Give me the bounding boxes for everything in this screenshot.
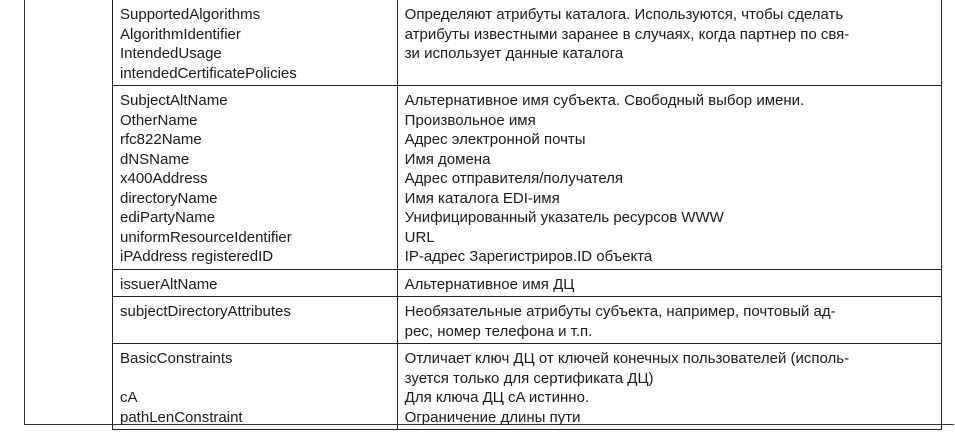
description-line: Определяют атрибуты каталога. Используются, чтобы сделать <box>404 6 844 23</box>
field-name: BasicConstraints <box>120 350 233 367</box>
field-name: cA <box>120 389 138 406</box>
field-name: directoryName <box>120 189 218 207</box>
description-line: Имя домена <box>404 150 491 168</box>
table-row <box>113 269 942 297</box>
description-line: IP-адрес Зарегистриров.ID объекта <box>404 248 653 265</box>
description-line: Имя каталога EDI-имя <box>404 189 560 207</box>
certificate-extensions-table <box>112 0 942 430</box>
page-left-border <box>24 0 25 425</box>
description-line: Адрес отправителя/получателя <box>404 170 624 187</box>
field-name: pathLenConstraint <box>120 408 243 426</box>
description-line: Отличает ключ ДЦ от ключей конечных пользователей (исполь- <box>404 350 850 367</box>
description-line: URL <box>404 228 435 246</box>
description-cell <box>397 297 941 344</box>
table-row <box>113 86 942 270</box>
field-name <box>120 369 391 389</box>
description-line <box>405 64 935 84</box>
description-line: зи использует данные каталога <box>404 45 624 62</box>
field-name: uniformResourceIdentifier <box>120 228 292 246</box>
description-cell <box>397 269 941 297</box>
field-name-cell <box>113 86 398 270</box>
description-line: Альтернативное имя ДЦ <box>404 275 575 293</box>
description-cell <box>397 344 941 430</box>
field-name-cell <box>113 344 398 430</box>
field-name: iPAddress registeredID <box>120 248 274 265</box>
description-line: рес, номер телефона и т.п. <box>404 322 593 340</box>
field-name: SupportedAlgorithms <box>120 6 261 23</box>
field-name: AlgorithmIdentifier <box>120 25 241 43</box>
table-row <box>113 344 942 430</box>
description-line: Адрес электронной почты <box>404 131 586 148</box>
description-line: зуется только для сертификата ДЦ) <box>404 369 654 387</box>
description-line: Необязательные атрибуты субъекта, например, почтовый ад- <box>404 303 836 320</box>
field-name-cell <box>113 0 398 86</box>
field-name: rfc822Name <box>120 131 202 148</box>
field-name: SubjectAltName <box>120 92 228 109</box>
table-row <box>113 0 942 86</box>
field-name: x400Address <box>120 170 208 187</box>
description-line: Ограничение длины пути <box>404 408 581 426</box>
field-name: subjectDirectoryAttributes <box>120 303 291 320</box>
table-row <box>113 297 942 344</box>
description-cell <box>397 0 941 86</box>
field-name: dNSName <box>120 150 190 168</box>
description-line: Альтернативное имя субъекта. Свободный выбор имени. <box>404 92 805 109</box>
description-line: Произвольное имя <box>404 111 536 129</box>
description-cell <box>397 86 941 270</box>
field-name <box>120 322 391 342</box>
field-name-cell <box>113 269 398 297</box>
field-name-cell <box>113 297 398 344</box>
field-name: ediPartyName <box>120 209 216 226</box>
field-name: intendedCertificatePolicies <box>120 64 297 82</box>
description-line: Унифицированный указатель ресурсов WWW <box>404 209 724 226</box>
field-name: OtherName <box>120 111 198 129</box>
description-line: Для ключа ДЦ cA истинно. <box>404 389 590 406</box>
field-name: issuerAltName <box>120 275 218 293</box>
field-name: IntendedUsage <box>120 45 222 62</box>
description-line: атрибуты известными заранее в случаях, когда партнер по свя- <box>404 25 850 43</box>
